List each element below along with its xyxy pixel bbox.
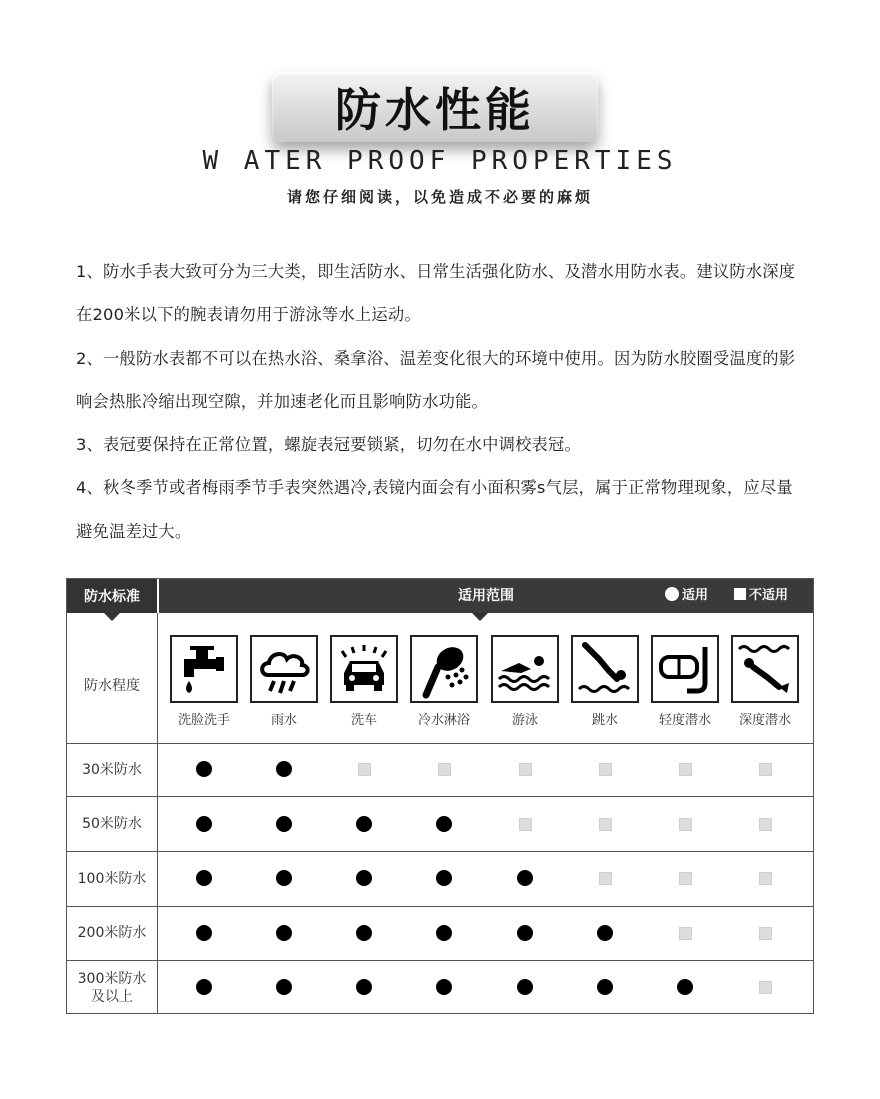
applicable-dot — [597, 979, 613, 995]
header-notch-center — [472, 613, 488, 621]
row-divider — [67, 906, 813, 907]
activity-label-light-diving: 轻度潜水 — [658, 713, 711, 728]
applicable-dot — [517, 925, 533, 941]
row-label-50m: 50米防水 — [82, 816, 142, 832]
not-applicable-square — [519, 763, 532, 776]
instruction-paragraph-4: 4、秋冬季节或者梅雨季节手表突然遇冷,表镜内面会有小面积雾s气层，属于正常物理现象，应尽量避免温差过大。 — [76, 478, 793, 541]
applicable-dot — [276, 816, 292, 832]
header-scope-label: 适用范围 — [458, 588, 514, 604]
applicable-dot — [196, 761, 212, 777]
instruction-paragraph-2: 2、一般防水表都不可以在热水浴、桑拿浴、温差变化很大的环境中使用。因为防水胶圈受温度的影响会热胀冷缩出现空隙，并加速老化而且影响防水功能。 — [76, 348, 796, 411]
column-divider — [157, 613, 158, 1013]
applicable-dot — [276, 761, 292, 777]
not-applicable-square — [679, 763, 692, 776]
applicable-dot — [356, 925, 372, 941]
applicable-dot — [436, 816, 452, 832]
row-divider — [67, 743, 813, 744]
not-applicable-square — [759, 818, 772, 831]
not-applicable-square — [679, 872, 692, 885]
diver-jump-icon — [571, 635, 639, 703]
not-applicable-square — [599, 872, 612, 885]
row-label-30m: 30米防水 — [82, 762, 142, 778]
activity-label-diving: 跳水 — [591, 713, 618, 728]
row-label-200m: 200米防水 — [77, 925, 147, 941]
title-banner — [272, 72, 598, 142]
activity-label-deep-diving: 深度潜水 — [738, 713, 791, 728]
header-standard — [67, 579, 157, 613]
legend-square-icon — [734, 588, 746, 600]
rain-cloud-icon — [250, 635, 318, 703]
applicable-dot — [677, 979, 693, 995]
row-divider — [67, 960, 813, 961]
header-scope — [159, 579, 813, 613]
activity-label-shower: 冷水淋浴 — [417, 713, 470, 728]
car-wash-icon — [330, 635, 398, 703]
applicable-dot — [196, 870, 212, 886]
applicable-dot — [517, 979, 533, 995]
reading-notice: 请您仔细阅读，以免造成不必要的麻烦 — [286, 188, 593, 206]
activity-label-swimming: 游泳 — [511, 713, 538, 728]
scuba-diver-icon — [731, 635, 799, 703]
not-applicable-square — [599, 763, 612, 776]
applicable-dot — [436, 925, 452, 941]
swimmer-icon — [491, 635, 559, 703]
not-applicable-square — [679, 927, 692, 940]
row-label-300m: 300米防水 及以上 — [77, 971, 147, 1005]
activity-label-rain: 雨水 — [270, 713, 297, 728]
instruction-paragraph-1: 1、防水手表大致可分为三大类，即生活防水、日常生活强化防水、及潜水用防水表。建议防水深度在200米以下的腕表请勿用于游泳等水上运动。 — [76, 262, 796, 325]
instruction-paragraph-3: 3、表冠要保持在正常位置，螺旋表冠要锁紧，切勿在水中调校表冠。 — [76, 435, 581, 455]
applicable-dot — [276, 925, 292, 941]
not-applicable-square — [519, 818, 532, 831]
header-standard-label: 防水标准 — [84, 589, 140, 605]
english-subtitle: W ATER PROOF PROPERTIES — [202, 146, 678, 176]
not-applicable-square — [759, 872, 772, 885]
row-divider — [67, 796, 813, 797]
snorkel-mask-icon — [651, 635, 719, 703]
applicable-dot — [517, 870, 533, 886]
applicable-dot — [196, 979, 212, 995]
applicable-dot — [196, 925, 212, 941]
activity-label-car-wash: 洗车 — [350, 713, 377, 728]
page-title: 防水性能 — [335, 83, 535, 137]
applicable-dot — [196, 816, 212, 832]
legend-applicable-label: 适用 — [682, 588, 709, 603]
row-label-100m: 100米防水 — [77, 871, 147, 887]
applicable-dot — [436, 870, 452, 886]
applicable-dot — [356, 979, 372, 995]
shower-icon — [410, 635, 478, 703]
legend-not-applicable-label: 不适用 — [749, 588, 789, 603]
faucet-icon — [170, 635, 238, 703]
not-applicable-square — [759, 927, 772, 940]
applicable-dot — [356, 816, 372, 832]
header-notch-left — [104, 613, 120, 621]
not-applicable-square — [759, 763, 772, 776]
instruction-list — [76, 250, 806, 553]
waterproof-table — [66, 578, 814, 1014]
legend-applicable — [665, 579, 708, 613]
activity-label-wash-face: 洗脸洗手 — [177, 713, 230, 728]
legend-dot-icon — [665, 587, 679, 601]
not-applicable-square — [358, 763, 371, 776]
level-label: 防水程度 — [84, 678, 140, 694]
applicable-dot — [356, 870, 372, 886]
applicable-dot — [597, 925, 613, 941]
not-applicable-square — [759, 981, 772, 994]
row-divider — [67, 851, 813, 852]
not-applicable-square — [599, 818, 612, 831]
applicable-dot — [276, 870, 292, 886]
legend-not-applicable — [734, 579, 788, 613]
not-applicable-square — [438, 763, 451, 776]
not-applicable-square — [679, 818, 692, 831]
applicable-dot — [276, 979, 292, 995]
applicable-dot — [436, 979, 452, 995]
